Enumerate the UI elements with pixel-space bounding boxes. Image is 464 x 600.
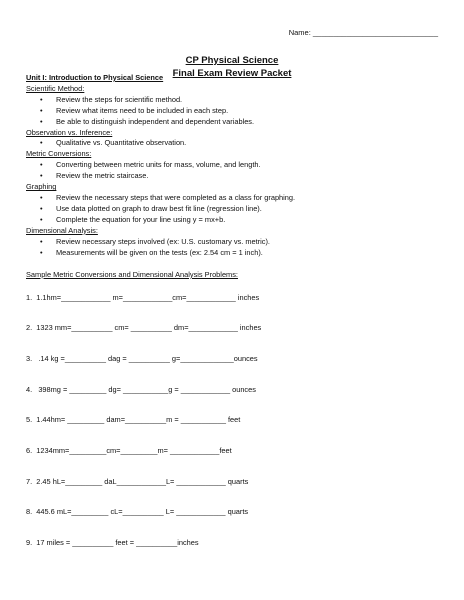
name-line: Name: ______________________________ bbox=[288, 28, 438, 37]
problem-7: 7. 2.45 hL=_________ daL____________L= ____________ quarts bbox=[26, 477, 249, 486]
course-title: CP Physical Science bbox=[185, 55, 279, 66]
bullet-item: • Review what items need to be included in each step. bbox=[26, 106, 438, 117]
bullet-item: • Converting between metric units for mass, volume, and length. bbox=[26, 160, 438, 171]
problem-9: 9. 17 miles = __________ feet = __________inches bbox=[26, 538, 199, 547]
bullet-item: • Be able to distinguish independent and dependent variables. bbox=[26, 117, 438, 128]
review-outline bbox=[26, 73, 438, 258]
metric-list bbox=[26, 160, 438, 182]
section-heading-metric: Metric Conversions: bbox=[26, 149, 92, 159]
section-heading-scientific-method: Scientific Method: bbox=[26, 83, 85, 93]
observation-list bbox=[26, 138, 438, 149]
section-heading-dimensional: Dimensional Analysis: bbox=[26, 225, 98, 235]
problem-5: 5. 1.44hm= _________ dam=__________m = ___________ feet bbox=[26, 415, 241, 424]
bullet-item: • Complete the equation for your line using y = mx+b. bbox=[26, 215, 438, 226]
bullet-item: • Use data plotted on graph to draw best fit line (regression line). bbox=[26, 204, 438, 215]
bullet-item: • Review the metric staircase. bbox=[26, 171, 438, 182]
bullet-item: • Qualitative vs. Quantitative observation. bbox=[26, 138, 438, 149]
problem-8: 8. 445.6 mL=_________ cL=__________ L= ____________ quarts bbox=[26, 507, 249, 516]
scientific-method-list bbox=[26, 95, 438, 128]
bullet-item: • Measurements will be given on the tests (ex: 2.54 cm = 1 inch). bbox=[26, 248, 438, 259]
problem-1: 1. 1.1hm=____________ m=____________cm=____________ inches bbox=[26, 293, 260, 302]
dimensional-list bbox=[26, 237, 438, 259]
bullet-item: • Review the steps for scientific method. bbox=[26, 95, 438, 106]
problem-2: 2. 1323 mm=__________ cm= __________ dm=____________ inches bbox=[26, 323, 262, 332]
problem-6: 6. 1234mm=_________cm=_________m= ____________feet bbox=[26, 446, 232, 455]
graphing-list bbox=[26, 193, 438, 226]
sample-problems-heading: Sample Metric Conversions and Dimensional Analysis Problems: bbox=[26, 270, 238, 279]
bullet-item: • Review the necessary steps that were completed as a class for graphing. bbox=[26, 193, 438, 204]
section-heading-observation: Observation vs. Inference: bbox=[26, 127, 113, 137]
problem-3: 3. .14 kg =__________ dag = __________ g=_____________ounces bbox=[26, 354, 258, 363]
problem-4: 4. 398mg = _________ dg= ___________g = ____________ ounces bbox=[26, 385, 256, 394]
packet-title: Final Exam Review Packet bbox=[172, 68, 292, 79]
section-heading-graphing: Graphing bbox=[26, 182, 57, 192]
bullet-item: • Review necessary steps involved (ex: U.S. customary vs. metric). bbox=[26, 237, 438, 248]
unit-heading: Unit I: Introduction to Physical Science bbox=[26, 73, 164, 82]
